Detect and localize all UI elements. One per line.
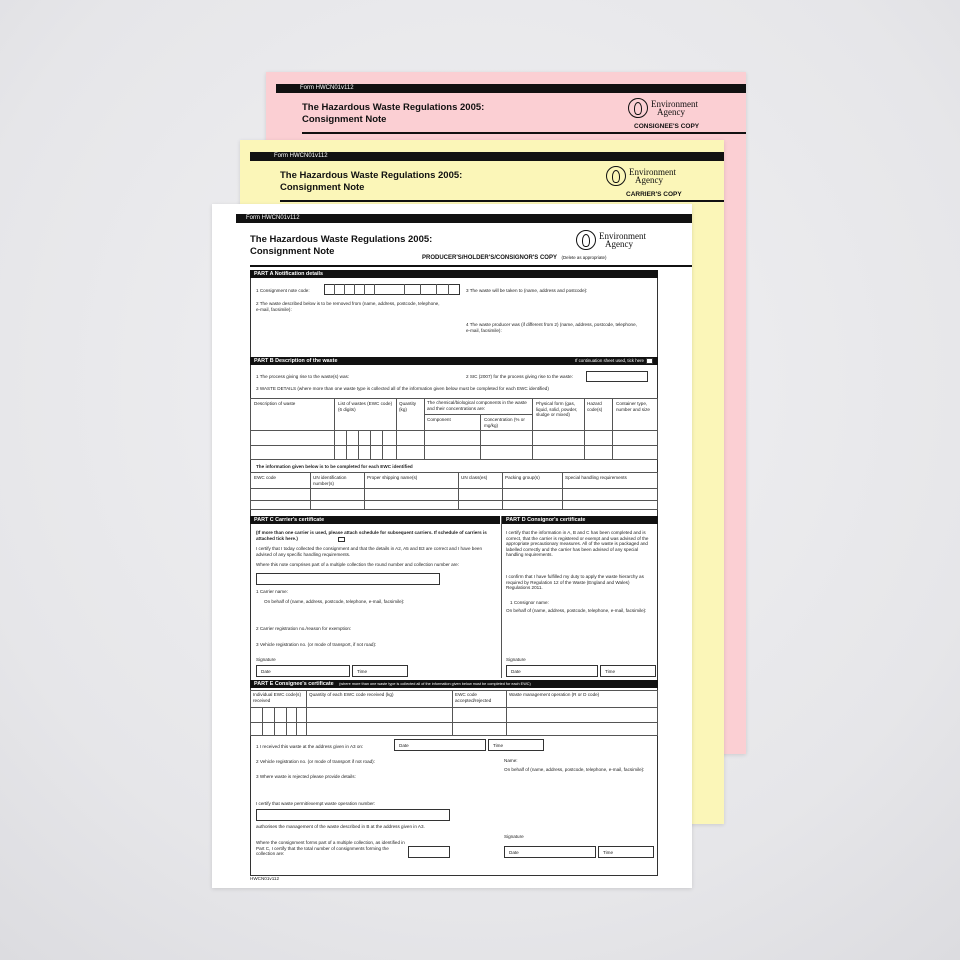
carrier-signature-label: Signature: [256, 657, 276, 662]
round-collection-input[interactable]: [256, 573, 440, 585]
form-title: [302, 102, 484, 126]
form-title: [250, 234, 432, 258]
ewc-info-heading: The information given below is to be completed for each EWC identified: [256, 464, 413, 469]
consignee-signature-label: Signature: [504, 834, 524, 839]
continuation-checkbox[interactable]: [646, 358, 653, 364]
col-physical-form: Physical form (gas, liquid, solid, powder, sludge or mixed): [536, 401, 578, 418]
col2-packing-group: Packing group(s): [505, 475, 540, 480]
col-quantity: Quantity (kg): [399, 401, 417, 412]
received-date-field[interactable]: Date: [394, 739, 486, 751]
title-line-2: Consignment Note: [250, 246, 335, 257]
rejected-label: 3 Where waste is rejected please provide details:: [256, 774, 356, 779]
authorises-text: authorises the management of the waste described in B at the address given in A3.: [256, 824, 425, 829]
agency-emblem-icon: [606, 166, 626, 186]
col-e-ewc: Individual EWC code(s) received: [253, 692, 301, 703]
copy-label: CARRIER'S COPY: [626, 191, 682, 198]
form-title: [280, 170, 462, 194]
col2-shipping-name: Proper shipping name(s): [367, 475, 418, 480]
footer-code: HWCN01v112: [250, 876, 280, 881]
part-b-heading: PART B Description of the waste If continuation sheet used, tick here: [250, 357, 658, 365]
col2-un-class: UN class(es): [461, 475, 488, 480]
part-c-heading: PART C Carrier's certificate: [250, 516, 500, 524]
col-ewc: List of wastes (EWC code)(6 digits): [338, 401, 393, 412]
taken-to-label: 3 The waste will be taken to (name, address and postcode):: [466, 288, 588, 293]
col-hazard: Hazard code(s): [587, 401, 603, 412]
received-time-field[interactable]: Time: [488, 739, 544, 751]
waste-details-label: 3 WASTE DETAILS (where more than one waste type is collected all of the information given below must be completed for each EWC identified): [256, 386, 549, 391]
agency-emblem-icon: [576, 230, 596, 250]
multiple-consignments-text: Where the consignment forms part of a multiple collection, as identified in Part C, I certify that the total number of consignments forming the collection are:: [256, 840, 405, 857]
carrier-time-field[interactable]: Time: [352, 665, 408, 677]
consignor-date-field[interactable]: Date: [506, 665, 598, 677]
schedule-checkbox[interactable]: [338, 537, 345, 542]
col-container: Container type, number and size: [616, 401, 650, 412]
received-label: 1 I received this waste at the address given in A3 on:: [256, 744, 364, 749]
subcol-component: Component: [427, 417, 451, 422]
subcol-concentration: Concentration (% or mg/kg): [484, 417, 525, 428]
consignor-confirm: I confirm that I have fulfilled my duty to apply the waste hierarchy as required by Regulation 12 of the Waste (England and Wales) Regulations 2011.: [506, 574, 644, 591]
carrier-behalf-label: On behalf of (name, address, postcode, telephone, e-mail, facsimile):: [264, 599, 405, 604]
consignor-behalf-label: On behalf of (name, address, postcode, telephone, e-mail, facsimile):: [506, 608, 647, 613]
permit-label: I certify that waste permit/exempt waste operation number:: [256, 801, 376, 806]
copy-label: PRODUCER'S/HOLDER'S/CONSIGNOR'S COPY (Delete as appropriate): [422, 255, 607, 261]
vehicle-reg-label: 3 Vehicle registration no. (or mode of transport, if not road):: [256, 642, 377, 647]
consignor-certify: I certify that the information in A, B and C has been completed and is correct, that the carrier is registered or exempt and was advised of the appropriate precautionary measures. All of the waste is packaged and labelled correctly and the carrier has been advised of any special handling requirements.: [506, 530, 649, 558]
consignor-time-field[interactable]: Time: [600, 665, 656, 677]
title-line-1: The Hazardous Waste Regulations 2005:: [250, 234, 433, 245]
environment-agency-logo: Environment Agency: [606, 166, 676, 186]
col-description: Description of waste: [254, 401, 296, 406]
producer-label: 4 The waste producer was (if different from 2) (name, address, postcode, telephone, e-mail, facsimile):: [466, 322, 637, 333]
process-label: 1 The process giving rise to the waste(s) was:: [256, 374, 350, 379]
col2-un-number: UN identification number(s): [313, 475, 347, 486]
carrier-name-label: 1 Carrier name:: [256, 589, 288, 594]
producer-copy-sheet: [212, 204, 692, 888]
form-code-bar: Form HWCN01v112: [276, 84, 746, 93]
col2-special-handling: Special handling requirements: [565, 475, 627, 480]
consignment-count-input[interactable]: [408, 846, 450, 858]
header-rule: [250, 265, 692, 267]
carrier-certify: I certify that I today collected the consignment and that the details in A2, A5 and B3 are correct and I have been advised of any specific handling requirements.: [256, 546, 483, 557]
carrier-reg-label: 2 Carrier registration no./reason for exemption:: [256, 626, 352, 631]
sic-input[interactable]: [586, 371, 648, 382]
title-line-1: The Hazardous Waste Regulations 2005:: [280, 170, 463, 181]
consignment-code-label: 1 Consignment note code:: [256, 288, 310, 293]
carrier-date-field[interactable]: Date: [256, 665, 350, 677]
col2-ewc: EWC code: [254, 475, 276, 480]
part-e-heading: PART E Consignee's certificate (where more than one waste type is collected all of the information given below must be completed for each EWC): [250, 680, 658, 688]
sic-label: 2 SIC (2007) for the process giving rise to the waste:: [466, 374, 573, 379]
part-d-heading: PART D Consignor's certificate: [502, 516, 658, 524]
header-rule: [302, 132, 746, 134]
title-line-2: Consignment Note: [302, 114, 387, 125]
col-e-quantity: Quantity of each EWC code received (kg): [309, 692, 394, 697]
permit-input[interactable]: [256, 809, 450, 821]
carrier-intro: (If more than one carrier is used, please attach schedule for subsequent carriers. If schedule of carriers is attached tick here.): [256, 530, 487, 541]
part-a-heading: PART A Notification details: [250, 270, 658, 278]
consignee-behalf-label: On behalf of (name, address, postcode, telephone, e-mail, facsimile):: [504, 767, 645, 772]
consignor-name-label: 1 Consignor name:: [510, 600, 549, 605]
col-e-accepted: EWC code accepted/rejected: [455, 692, 492, 703]
form-code-bar: Form HWCN01v112: [250, 152, 724, 161]
title-line-2: Consignment Note: [280, 182, 365, 193]
header-rule: [280, 200, 724, 202]
agency-emblem-icon: [628, 98, 648, 118]
col-e-operation: Waste management operation (R or D code): [509, 692, 600, 697]
environment-agency-logo: Environment Agency: [628, 98, 698, 118]
consignee-vehicle-label: 2 Vehicle registration no. (or mode of transport if not road):: [256, 759, 375, 764]
consignee-time-field[interactable]: Time: [598, 846, 654, 858]
environment-agency-logo: Environment Agency: [576, 230, 646, 250]
col-components: The chemical/biological components in the waste and their concentrations are:: [427, 400, 527, 411]
copy-label: CONSIGNEE'S COPY: [634, 123, 700, 130]
consignor-signature-label: Signature: [506, 657, 526, 662]
form-code-bar: Form HWCN01v112: [236, 214, 692, 223]
title-line-1: The Hazardous Waste Regulations 2005:: [302, 102, 485, 113]
removed-from-label: 2 The waste described below is to be removed from (name, address, postcode, telephone, e-mail, facsimile):: [256, 301, 440, 312]
consignee-date-field[interactable]: Date: [504, 846, 596, 858]
multiple-collection-label: Where this note comprises part of a multiple collection the round number and collection number are:: [256, 562, 459, 567]
consignee-name-label: Name:: [504, 758, 518, 763]
